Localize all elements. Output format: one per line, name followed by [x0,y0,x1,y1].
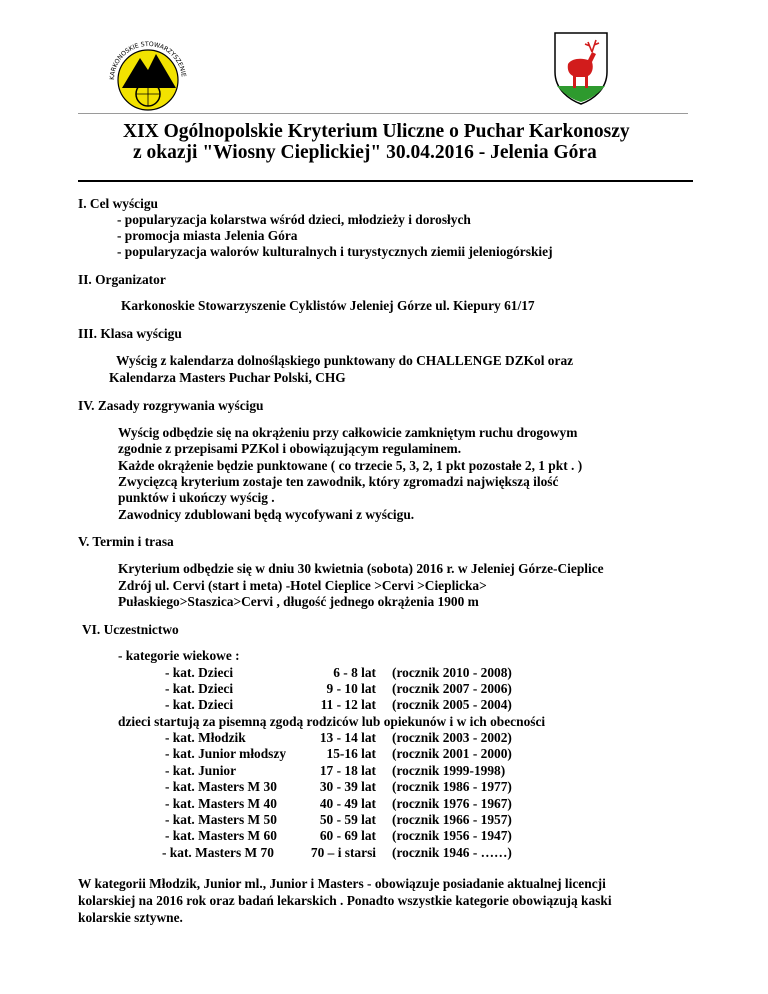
category-name: - kat. Dzieci [165,681,234,696]
club-emblem [100,28,196,124]
category-name: - kat. Junior [165,763,237,778]
category-years: (rocznik 1956 - 1947) [392,828,512,843]
category-years: (rocznik 2001 - 2000) [392,746,512,761]
category-age: 15-16 lat [326,746,376,761]
class-line: Wyścig z kalendarza dolnośląskiego punktowany do CHALLENGE DZKol oraz [116,353,574,368]
category-name: - kat. Masters M 30 [165,779,277,794]
section-heading-rules: IV. Zasady rozgrywania wyścigu [78,398,264,413]
category-name: - kat. Dzieci [165,665,234,680]
organizer-line: Karkonoskie Stowarzyszenie Cyklistów Jeleniej Górze ul. Kiepury 61/17 [121,298,535,313]
footer-line: W kategorii Młodzik, Junior ml., Junior i Masters - obowiązuje posiadanie aktualnej licencji [78,876,606,891]
route-line: Pułaskiego>Staszica>Cervi , długość jednego okrążenia 1900 m [118,594,479,609]
category-years: (rocznik 1946 - ……) [392,845,512,860]
category-name: - kat. Młodzik [165,730,246,745]
category-years: (rocznik 2007 - 2006) [392,681,512,696]
rules-line: zgodnie z przepisami PZKol i obowiązującym regulaminem. [118,441,462,456]
title-divider [78,180,693,182]
category-age: 13 - 14 lat [319,730,376,745]
category-years: (rocznik 2003 - 2002) [392,730,512,745]
category-years: (rocznik 1986 - 1977) [392,779,512,794]
section-heading-class: III. Klasa wyścigu [78,326,182,341]
category-name: - kat. Masters M 60 [165,828,277,843]
section-heading-date-route: V. Termin i trasa [78,534,174,549]
category-age: 70 – i starsi [310,845,376,860]
goal-line: - popularyzacja walorów kulturalnych i turystycznych ziemii jeleniogórskiej [117,244,553,259]
category-age: 60 - 69 lat [319,828,376,843]
category-age: 40 - 49 lat [319,796,376,811]
rules-line: Każde okrążenie będzie punktowane ( co trzecie 5, 3, 2, 1 pkt pozostałe 2, 1 pkt . ) [118,458,583,473]
section-heading-participation: VI. Uczestnictwo [82,622,179,637]
rules-line: punktów i ukończy wyścig . [118,490,275,505]
class-line: Kalendarza Masters Puchar Polski, CHG [109,370,346,385]
section-heading-goal: I. Cel wyścigu [78,196,158,211]
footer-line: kolarskie sztywne. [78,910,183,925]
category-age: 11 - 12 lat [320,697,376,712]
city-coat-of-arms [552,30,610,106]
category-years: (rocznik 2010 - 2008) [392,665,512,680]
footer-line: kolarskiej na 2016 rok oraz badań lekarskich . Ponadto wszystkie kategorie obowiązują kaski [78,893,612,908]
section-heading-organizer: II. Organizator [78,272,166,287]
goal-line: - promocja miasta Jelenia Góra [117,228,298,243]
rules-line: Wyścig odbędzie się na okrążeniu przy całkowicie zamkniętym ruchu drogowym [118,425,578,440]
rules-line: Zwycięzcą kryterium zostaje ten zawodnik, który zgromadzi największą ilość [118,474,559,489]
category-years: (rocznik 1966 - 1957) [392,812,512,827]
rules-line: Zawodnicy zdublowani będą wycofywani z wyścigu. [118,507,415,522]
category-years: (rocznik 1999-1998) [392,763,506,778]
categories-intro: - kategorie wiekowe : [118,648,240,663]
page-title-line1: XIX Ogólnopolskie Kryterium Uliczne o Puchar Karkonoszy [123,121,630,142]
category-age: 6 - 8 lat [333,665,376,680]
category-age: 9 - 10 lat [326,681,376,696]
club-emblem-text: KARKONOSKIE STOWARZYSZENIE [108,40,187,81]
category-years: (rocznik 2005 - 2004) [392,697,512,712]
category-age: 17 - 18 lat [319,763,376,778]
category-name: - kat. Dzieci [165,697,234,712]
kids-consent-note: dzieci startują za pisemną zgodą rodziców lub opiekunów i w ich obecności [118,714,546,729]
page-title-line2: z okazji "Wiosny Cieplickiej" 30.04.2016 - Jelenia Góra [133,142,597,163]
category-years: (rocznik 1976 - 1967) [392,796,512,811]
route-line: Kryterium odbędzie się w dniu 30 kwietnia (sobota) 2016 r. w Jeleniej Górze-Cieplice [118,561,604,576]
goal-line: - popularyzacja kolarstwa wśród dzieci, młodzieży i dorosłych [117,212,471,227]
category-name: - kat. Masters M 50 [165,812,277,827]
category-name: - kat. Masters M 70 [162,845,274,860]
category-name: - kat. Junior młodszy [165,746,287,761]
route-line: Zdrój ul. Cervi (start i meta) -Hotel Cieplice >Cervi >Cieplicka> [118,578,487,593]
header-divider [78,113,688,114]
category-age: 50 - 59 lat [319,812,376,827]
category-age: 30 - 39 lat [319,779,376,794]
category-name: - kat. Masters M 40 [165,796,277,811]
